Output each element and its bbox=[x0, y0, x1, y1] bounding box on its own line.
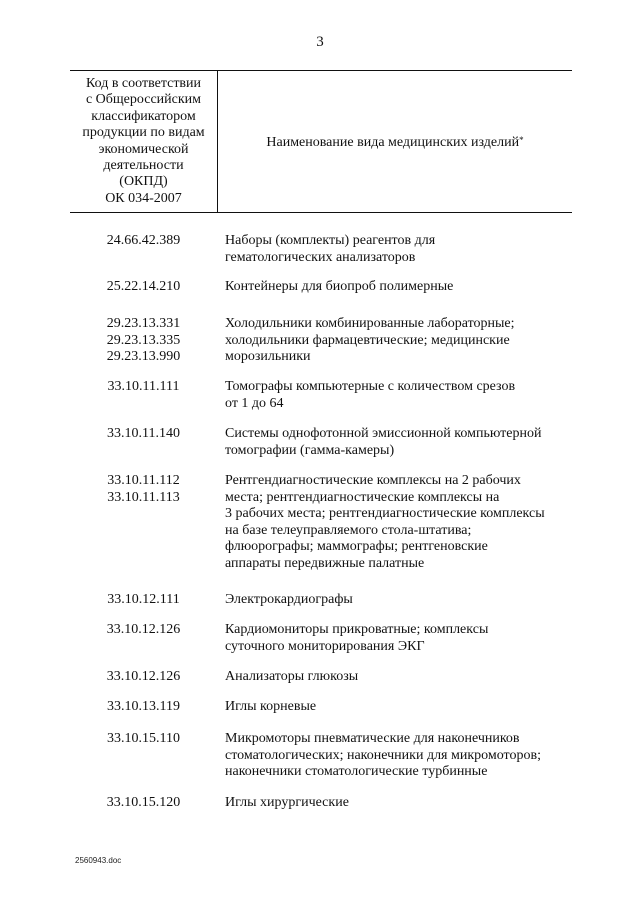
row-okpd-code bbox=[70, 699, 217, 716]
device-description-line: суточного мониторирования ЭКГ bbox=[225, 638, 425, 654]
header-code-line: Код в соответствии bbox=[85, 76, 202, 91]
device-description-line: флюорографы; маммографы; рентгеновские bbox=[225, 539, 488, 554]
device-description-line: наконечники стоматологические турбинные bbox=[225, 764, 488, 779]
row-device-description bbox=[225, 426, 573, 459]
header-code-line: экономической bbox=[98, 141, 189, 157]
row-okpd-code bbox=[70, 233, 217, 250]
row-device-description bbox=[225, 731, 573, 781]
row-okpd-code bbox=[70, 316, 217, 366]
header-name-footnote-mark: * bbox=[519, 135, 524, 145]
okpd-code-value: 33.10.13.119 bbox=[107, 699, 180, 714]
device-description-line: Кардиомониторы прикроватные; комплексы bbox=[225, 622, 489, 637]
footer-filename: 2560943.doc bbox=[75, 856, 122, 865]
okpd-code-value: 33.10.11.113 bbox=[107, 489, 180, 505]
device-description-line: Рентгендиагностические комплексы на 2 рабочих bbox=[225, 473, 521, 488]
header-code-line: (ОКПД) bbox=[119, 174, 168, 190]
row-device-description bbox=[225, 316, 573, 366]
okpd-code-value: 33.10.11.140 bbox=[107, 426, 180, 441]
device-description-line: от 1 до 64 bbox=[225, 395, 284, 411]
row-device-description bbox=[225, 233, 573, 266]
okpd-code-value: 33.10.15.110 bbox=[107, 731, 180, 746]
row-okpd-code bbox=[70, 731, 217, 748]
row-okpd-code bbox=[70, 592, 217, 609]
device-description-line: Микромоторы пневматические для наконечников bbox=[225, 731, 520, 746]
okpd-code-value: 29.23.13.990 bbox=[106, 349, 181, 364]
device-description-line: Томографы компьютерные с количеством срезов bbox=[225, 379, 516, 394]
row-device-description bbox=[225, 279, 573, 296]
device-description-line: аппараты передвижные палатные bbox=[225, 555, 425, 571]
row-okpd-code bbox=[70, 669, 217, 686]
device-description-line: морозильники bbox=[225, 349, 311, 364]
row-device-description bbox=[225, 699, 573, 716]
row-device-description bbox=[225, 473, 573, 572]
row-device-description bbox=[225, 379, 573, 412]
okpd-code-value: 29.23.13.335 bbox=[106, 332, 181, 348]
device-description-line: Иглы корневые bbox=[225, 699, 317, 714]
device-description-line: Анализаторы глюкозы bbox=[225, 669, 359, 684]
page-number: 3 bbox=[316, 34, 324, 50]
okpd-code-value: 33.10.11.111 bbox=[107, 379, 180, 394]
device-description-line: гематологических анализаторов bbox=[225, 249, 416, 265]
row-device-description bbox=[225, 622, 573, 655]
device-description-line: Наборы (комплекты) реагентов для bbox=[225, 233, 436, 248]
device-description-line: 3 рабочих места; рентгендиагностические комплексы bbox=[225, 506, 545, 521]
okpd-code-value: 33.10.12.111 bbox=[107, 592, 180, 607]
device-description-line: Холодильники комбинированные лабораторные; bbox=[225, 316, 515, 331]
okpd-code-value: 33.10.15.120 bbox=[106, 795, 181, 810]
device-description-line: Электрокардиографы bbox=[225, 592, 353, 607]
row-okpd-code bbox=[70, 379, 217, 396]
header-code-line: ОК 034-2007 bbox=[105, 190, 182, 206]
row-okpd-code bbox=[70, 622, 217, 639]
row-device-description bbox=[225, 795, 573, 812]
device-description-line: Контейнеры для биопроб полимерные bbox=[225, 279, 454, 294]
header-code-line: продукции по видам bbox=[82, 125, 205, 141]
device-description-line: томографии (гамма-камеры) bbox=[225, 442, 395, 458]
header-code-column bbox=[70, 76, 217, 207]
row-okpd-code bbox=[70, 279, 217, 296]
header-name-column bbox=[218, 134, 572, 152]
row-okpd-code bbox=[70, 473, 217, 506]
header-code-line: деятельности bbox=[103, 158, 184, 174]
row-device-description bbox=[225, 592, 573, 609]
table-top-rule bbox=[70, 70, 572, 71]
okpd-code-value: 33.10.12.126 bbox=[106, 622, 181, 637]
device-description-line: Иглы хирургические bbox=[225, 795, 349, 810]
okpd-code-value: 33.10.11.112 bbox=[107, 473, 180, 488]
okpd-code-value: 33.10.12.126 bbox=[106, 669, 181, 684]
row-device-description bbox=[225, 669, 573, 686]
okpd-code-value: 25.22.14.210 bbox=[106, 279, 181, 294]
row-okpd-code bbox=[70, 426, 217, 443]
header-code-line: классификатором bbox=[91, 108, 196, 124]
row-okpd-code bbox=[70, 795, 217, 812]
device-description-line: на базе телеуправляемого стола-штатива; bbox=[225, 522, 472, 538]
okpd-code-value: 29.23.13.331 bbox=[106, 316, 181, 331]
table-header-bottom-rule bbox=[70, 212, 572, 213]
header-code-line: с Общероссийским bbox=[85, 92, 202, 108]
device-description-line: Системы однофотонной эмиссионной компьютерной bbox=[225, 426, 542, 441]
device-description-line: холодильники фармацевтические; медицинские bbox=[225, 332, 510, 348]
okpd-code-value: 24.66.42.389 bbox=[106, 233, 181, 248]
header-name-text: Наименование вида медицинских изделий bbox=[266, 135, 520, 150]
device-description-line: стоматологических; наконечники для микромоторов; bbox=[225, 747, 541, 763]
device-description-line: места; рентгендиагностические комплексы на bbox=[225, 489, 500, 505]
